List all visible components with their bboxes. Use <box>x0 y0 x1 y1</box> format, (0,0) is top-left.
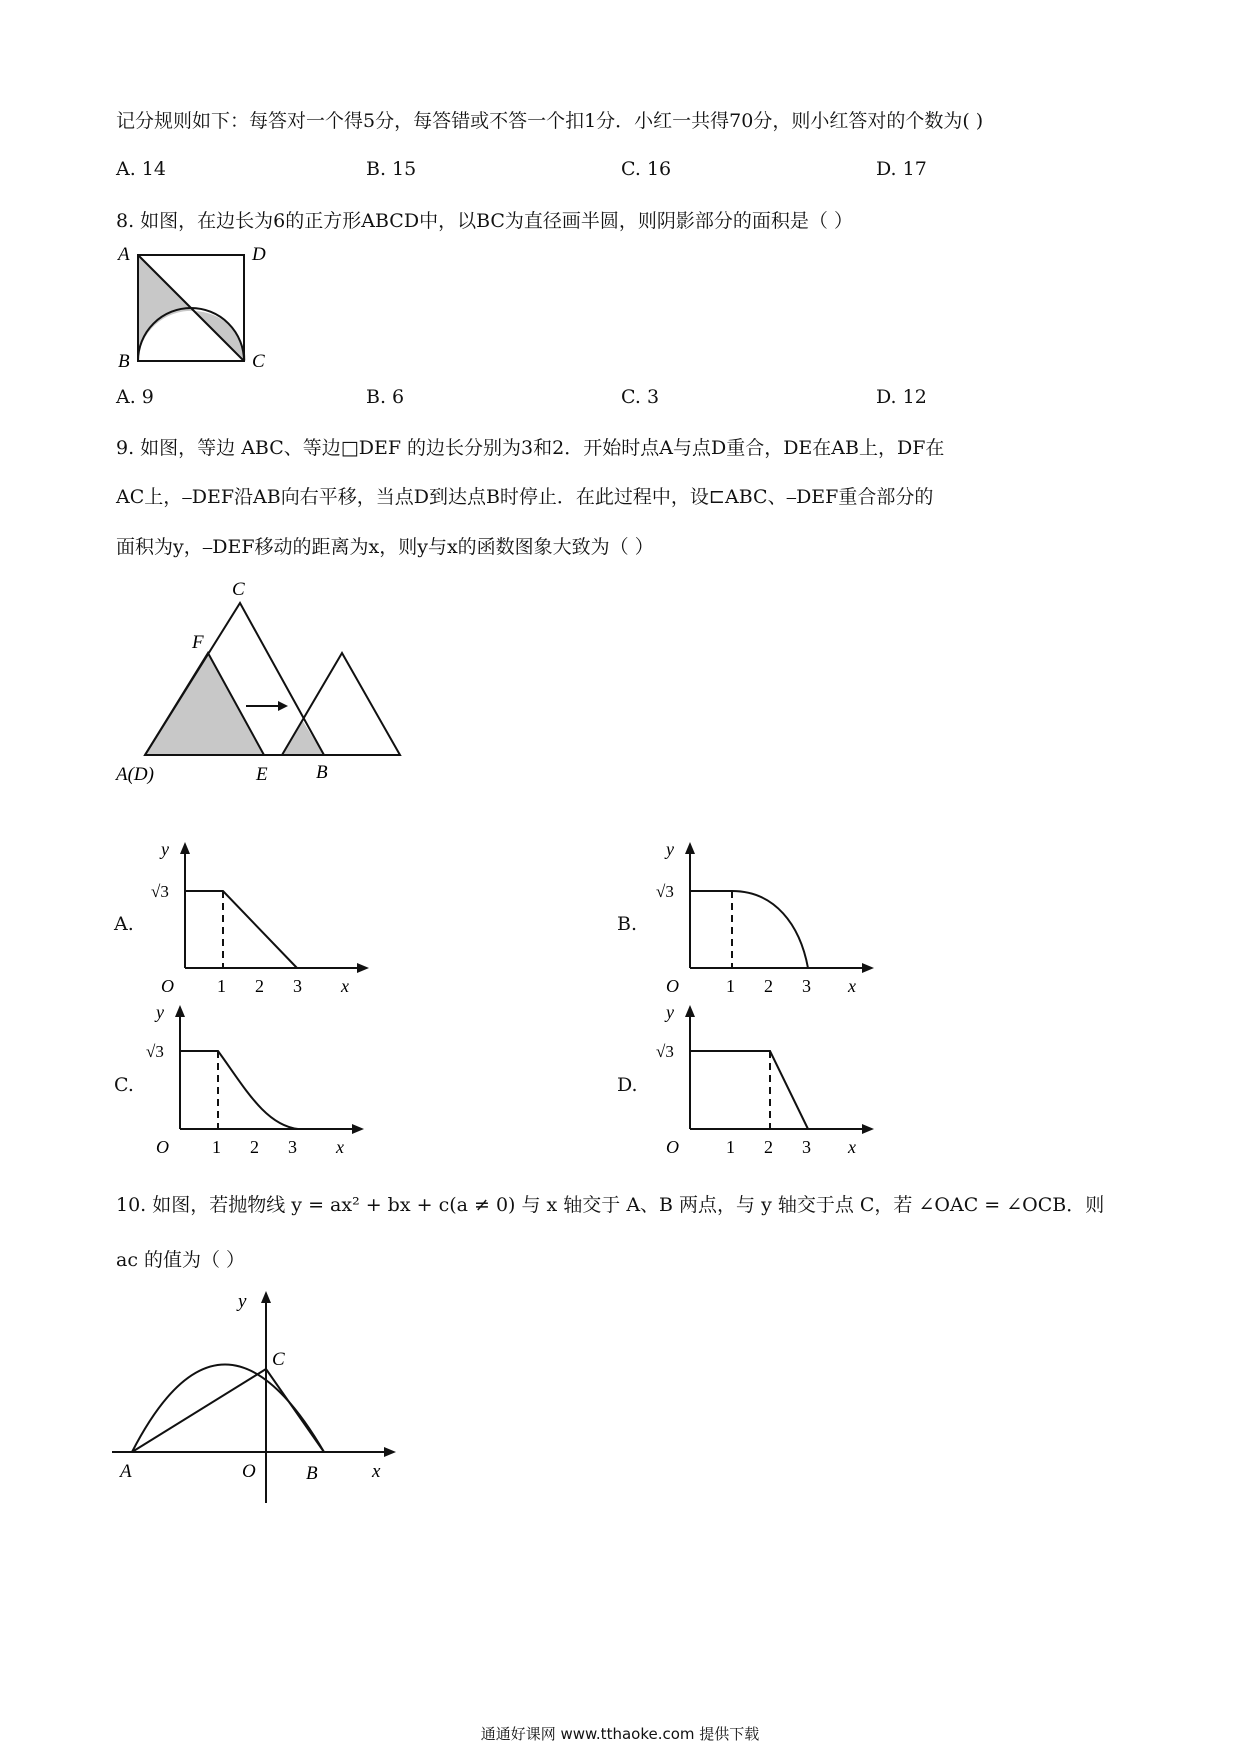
q8-option-c: C. 3 <box>621 386 660 408</box>
q9-text-3: 面积为y，⎯DEF移动的距离为x，则y与x的函数图象大致为（ ） <box>116 536 654 558</box>
svg-text:1: 1 <box>726 1137 735 1157</box>
q7-text: 记分规则如下：每答对一个得5分，每答错或不答一个扣1分．小红一共得70分，则小红答对的个数为( ) <box>116 110 984 132</box>
q9-graph-d <box>650 1003 870 1163</box>
q8-label-d: D <box>252 244 266 265</box>
svg-text:1: 1 <box>726 976 735 996</box>
q10-figure <box>110 1285 400 1510</box>
q9-arrow-head <box>278 701 288 711</box>
svg-text:y: y <box>156 1002 164 1022</box>
q9-text-2: AC上，⎯DEF沿AB向右平移，当点D到达点B时停止．在此过程中，设⊏ABC、⎯DEF重合部分的 <box>116 486 934 508</box>
svg-text:3: 3 <box>802 1137 811 1157</box>
q9-graph-c <box>140 1003 360 1163</box>
q8-option-a: A. 9 <box>116 386 154 408</box>
svg-text:√3: √3 <box>146 1042 164 1061</box>
svg-text:O: O <box>156 1137 169 1157</box>
q8-label-b: B <box>118 351 130 372</box>
q9-shaded-def <box>145 653 264 755</box>
page-footer: 通通好课网 www.tthaoke.com 提供下载 <box>480 1725 760 1743</box>
svg-text:B: B <box>306 1463 318 1484</box>
q9-label-b: B <box>316 762 328 783</box>
q10-segment-cb <box>266 1369 324 1452</box>
q9-label-f: F <box>192 632 204 653</box>
svg-text:O: O <box>666 1137 679 1157</box>
svg-text:√3: √3 <box>656 1042 674 1061</box>
q9-label-e: E <box>256 764 268 785</box>
svg-text:2: 2 <box>764 1137 773 1157</box>
q9-graph-b <box>650 840 870 1000</box>
q9-text-1: 9. 如图，等边 ABC、等边□DEF 的边长分别为3和2．开始时点A与点D重合，DE在AB上，DF在 <box>116 437 945 459</box>
q9-graph-a <box>145 840 365 1000</box>
svg-text:y: y <box>161 839 169 859</box>
q9-graph-label-a: A. <box>114 913 134 935</box>
q10-text-1: 10. 如图，若抛物线 y = ax² + bx + c(a ≠ 0) 与 x 轴交于 A、B 两点，与 y 轴交于点 C，若 ∠OAC = ∠OCB．则 <box>116 1194 1105 1216</box>
q10-parabola <box>132 1365 324 1453</box>
svg-text:x: x <box>848 976 856 996</box>
svg-text:O: O <box>666 976 679 996</box>
q9-graph-label-d: D. <box>617 1074 638 1096</box>
svg-text:C: C <box>272 1349 285 1370</box>
svg-text:1: 1 <box>217 976 226 996</box>
svg-text:3: 3 <box>802 976 811 996</box>
q9-shaded-overlap <box>282 720 324 755</box>
q9-graph-label-c: C. <box>114 1074 134 1096</box>
q8-label-c: C <box>252 351 265 372</box>
svg-text:x: x <box>848 1137 856 1157</box>
svg-text:x: x <box>341 976 349 996</box>
svg-text:O: O <box>242 1461 256 1482</box>
q7-option-a: A. 14 <box>116 158 166 180</box>
svg-text:y: y <box>666 1002 674 1022</box>
q8-option-b: B. 6 <box>366 386 405 408</box>
q10-segment-ac <box>132 1369 266 1452</box>
q8-figure <box>110 240 280 375</box>
svg-text:x: x <box>372 1461 381 1482</box>
svg-text:O: O <box>161 976 174 996</box>
svg-text:2: 2 <box>255 976 264 996</box>
q9-graph-b-curve <box>690 891 808 968</box>
q7-option-c: C. 16 <box>621 158 672 180</box>
q9-graph-d-curve <box>690 1051 808 1129</box>
q8-label-a: A <box>118 244 130 265</box>
svg-text:y: y <box>666 839 674 859</box>
q10-text-2: ac 的值为（ ） <box>116 1249 246 1271</box>
q7-option-b: B. 15 <box>366 158 417 180</box>
q9-label-ad: A(D) <box>116 764 154 785</box>
svg-text:1: 1 <box>212 1137 221 1157</box>
q9-graph-label-b: B. <box>617 913 638 935</box>
q9-graph-a-curve <box>185 891 297 968</box>
q9-label-c: C <box>232 579 245 600</box>
q7-option-d: D. 17 <box>876 158 927 180</box>
svg-text:√3: √3 <box>656 882 674 901</box>
svg-text:2: 2 <box>764 976 773 996</box>
q8-option-d: D. 12 <box>876 386 927 408</box>
q8-text: 8. 如图，在边长为6的正方形ABCD中，以BC为直径画半圆，则阴影部分的面积是（ ） <box>116 210 853 232</box>
q9-graph-c-curve <box>180 1051 298 1129</box>
svg-text:3: 3 <box>293 976 302 996</box>
svg-text:A: A <box>120 1461 132 1482</box>
svg-text:3: 3 <box>288 1137 297 1157</box>
q9-figure <box>110 570 410 790</box>
svg-text:2: 2 <box>250 1137 259 1157</box>
svg-text:x: x <box>336 1137 344 1157</box>
svg-text:√3: √3 <box>151 882 169 901</box>
svg-text:y: y <box>238 1291 247 1312</box>
